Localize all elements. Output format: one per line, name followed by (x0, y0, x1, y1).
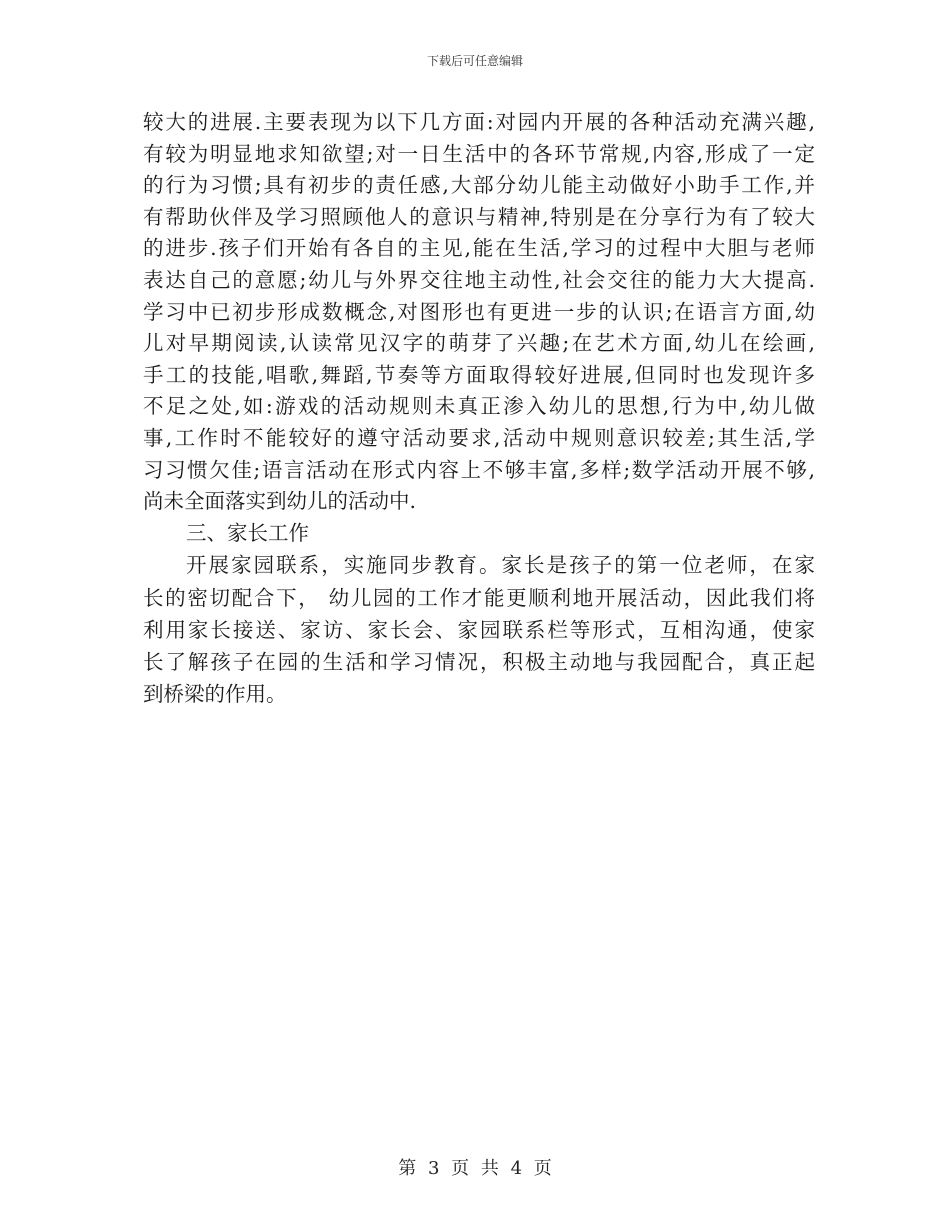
text-line: 利用家长接送、家访、家长会、家园联系栏等形式，互相沟通，使家 (143, 617, 815, 642)
text-line: 尚未全面落实到幼儿的活动中. (143, 489, 417, 514)
text-line: 手工的技能,唱歌,舞蹈,节奏等方面取得较好进展,但同时也发现许多 (143, 362, 815, 387)
page-header: 下载后可任意编辑 (426, 54, 523, 68)
text-line: 习习惯欠佳;语言活动在形式内容上不够丰富,多样;数学活动开展不够, (143, 457, 815, 482)
text-line: 有较为明显地求知欲望;对一日生活中的各环节常规,内容,形成了一定 (143, 141, 815, 166)
page-footer: 第 3 页 共 4 页 (398, 1158, 552, 1179)
text-line: 儿对早期阅读,认读常见汉字的萌芽了兴趣;在艺术方面,幼儿在绘画, (143, 331, 815, 356)
paragraph-parent-work (143, 549, 815, 710)
document-body (143, 107, 815, 710)
text-line: 到桥梁的作用。 (143, 682, 287, 707)
text-line: 事,工作时不能较好的遵守活动要求,活动中规则意识较差;其生活,学 (143, 425, 815, 450)
text-line: 有帮助伙伴及学习照顾他人的意识与精神,特别是在分享行为有了较大 (143, 204, 815, 229)
text-line: 表达自己的意愿;幼儿与外界交往地主动性,社会交往的能力大大提高. (143, 267, 815, 292)
text-line: 不足之处,如:游戏的活动规则未真正渗入幼儿的思想,行为中,幼儿做 (143, 394, 815, 419)
text-line: 的行为习惯;具有初步的责任感,大部分幼儿能主动做好小助手工作,并 (143, 173, 815, 198)
text-line: 较大的进展.主要表现为以下几方面:对园内开展的各种活动充满兴趣, (143, 110, 815, 134)
text-line: 学习中已初步形成数概念,对图形也有更进一步的认识;在语言方面,幼 (143, 299, 815, 324)
paragraph-summary (143, 107, 815, 518)
text-line: 开展家园联系，实施同步教育。家长是孩子的第一位老师，在家 (186, 553, 815, 578)
text-line: 长了解孩子在园的生活和学习情况，积极主动地与我园配合，真正起 (143, 649, 815, 674)
text-line: 长的密切配合下， 幼儿园的工作才能更顺利地开展活动，因此我们将 (143, 585, 815, 610)
section-heading: 三、家长工作 (186, 520, 309, 545)
text-line: 的进步.孩子们开始有各自的主见,能在生活,学习的过程中大胆与老师 (143, 236, 815, 261)
